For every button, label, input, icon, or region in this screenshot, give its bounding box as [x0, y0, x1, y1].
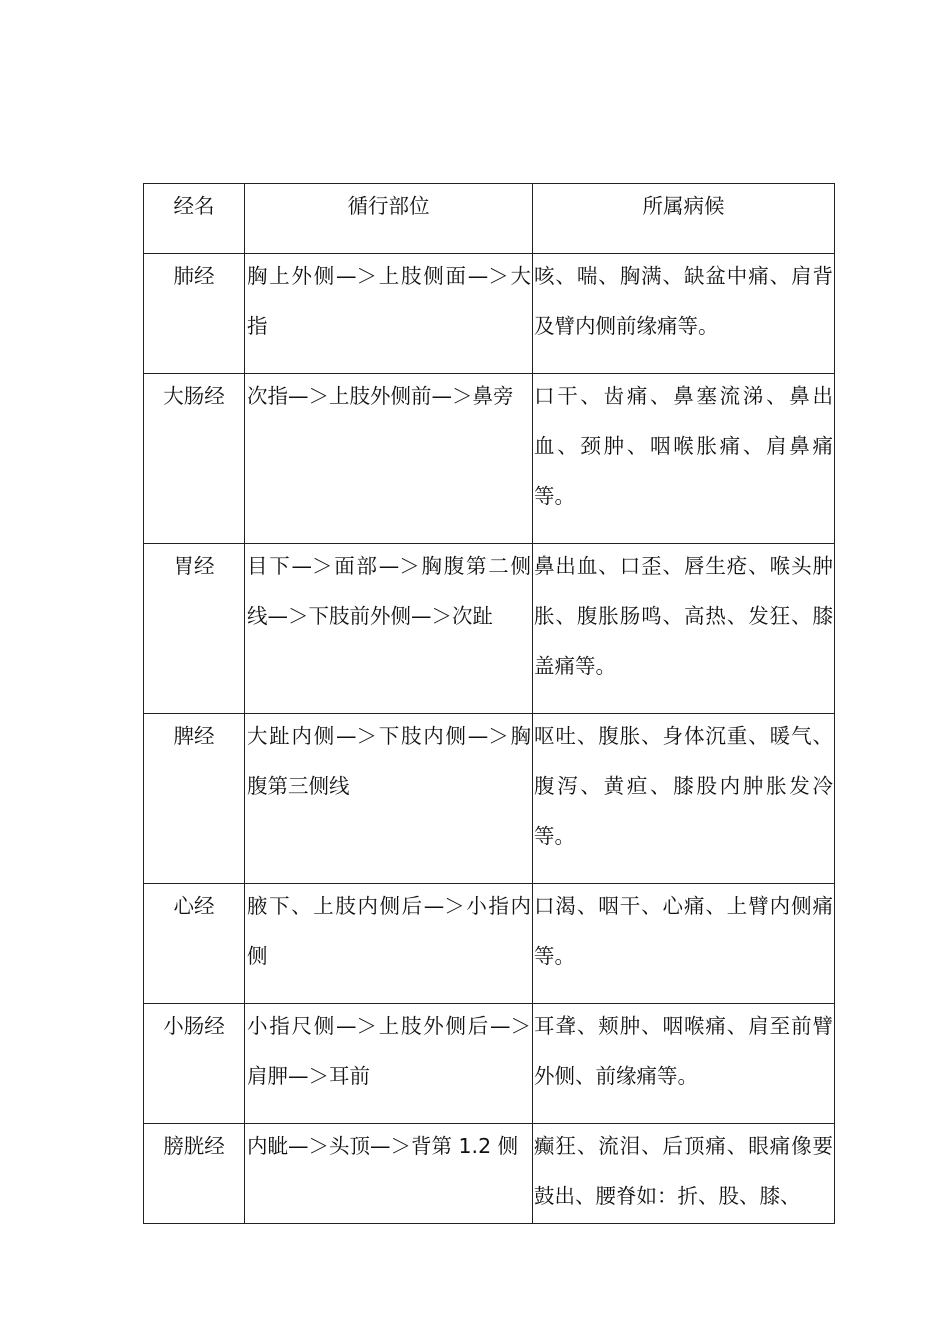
table-row [144, 714, 835, 884]
pathway-cell [245, 374, 533, 544]
meridian-name-cell [144, 714, 245, 884]
meridian-name-cell [144, 884, 245, 1004]
table-row [144, 884, 835, 1004]
header-label: 所属病候 [642, 194, 725, 218]
pathway-cell [245, 884, 533, 1004]
meridian-name: 脾经 [173, 724, 215, 748]
meridian-pathway: 大趾内侧—＞下肢内侧—＞胸腹第三侧线 [247, 724, 531, 798]
table-row [144, 374, 835, 544]
table-header-row [144, 184, 835, 254]
meridian-name-cell [144, 544, 245, 714]
table-row [144, 1124, 835, 1224]
meridian-name: 心经 [173, 894, 215, 918]
pathway-cell [245, 1124, 533, 1224]
header-label: 循行部位 [347, 194, 430, 218]
meridian-name-cell [144, 1004, 245, 1124]
meridian-name: 胃经 [173, 554, 215, 578]
header-label: 经名 [173, 194, 215, 218]
meridian-symptoms: 口渴、咽干、心痛、上臂内侧痛等。 [534, 894, 833, 968]
meridian-name: 肺经 [173, 264, 215, 288]
meridian-name: 小肠经 [163, 1014, 225, 1038]
symptoms-cell [533, 884, 835, 1004]
table-row [144, 544, 835, 714]
symptoms-cell [533, 1004, 835, 1124]
meridian-table [143, 183, 835, 1224]
meridian-pathway: 次指—＞上肢外侧前—＞鼻旁 [247, 384, 514, 408]
meridian-pathway: 腋下、上肢内侧后—＞小指内侧 [247, 894, 531, 968]
symptoms-cell [533, 544, 835, 714]
pathway-cell [245, 714, 533, 884]
meridian-pathway: 目下—＞面部—＞胸腹第二侧线—＞下肢前外侧—＞次趾 [247, 554, 531, 628]
symptoms-cell [533, 254, 835, 374]
meridian-name: 膀胱经 [163, 1134, 225, 1158]
table-row [144, 254, 835, 374]
meridian-symptoms: 口干、齿痛、鼻塞流涕、鼻出血、颈肿、咽喉胀痛、肩鼻痛等。 [534, 384, 833, 508]
meridian-name-cell [144, 374, 245, 544]
meridian-symptoms: 耳聋、颊肿、咽喉痛、肩至前臂外侧、前缘痛等。 [534, 1014, 833, 1088]
meridian-symptoms: 癫狂、流泪、后顶痛、眼痛像要鼓出、腰脊如：折、股、膝、 [534, 1134, 833, 1208]
header-meridian-name [144, 184, 245, 254]
meridian-name-cell [144, 254, 245, 374]
symptoms-cell [533, 374, 835, 544]
meridian-pathway: 胸上外侧—＞上肢侧面—＞大指 [247, 264, 531, 338]
meridian-name: 大肠经 [163, 384, 225, 408]
pathway-cell [245, 1004, 533, 1124]
meridian-name-cell [144, 1124, 245, 1224]
meridian-symptoms: 呕吐、腹胀、身体沉重、暖气、腹泻、黄疸、膝股内肿胀发冷等。 [534, 724, 833, 848]
symptoms-cell [533, 714, 835, 884]
header-pathway [245, 184, 533, 254]
meridian-symptoms: 鼻出血、口歪、唇生疮、喉头肿胀、腹胀肠鸣、高热、发狂、膝盖痛等。 [534, 554, 833, 678]
meridian-pathway: 内眦—＞头顶—＞背第 1.2 侧 [247, 1134, 519, 1158]
pathway-cell [245, 254, 533, 374]
symptoms-cell [533, 1124, 835, 1224]
pathway-cell [245, 544, 533, 714]
meridian-symptoms: 咳、喘、胸满、缺盆中痛、肩背及臂内侧前缘痛等。 [534, 264, 833, 338]
header-symptoms [533, 184, 835, 254]
table-row [144, 1004, 835, 1124]
meridian-pathway: 小指尺侧—＞上肢外侧后—＞肩胛—＞耳前 [247, 1014, 531, 1088]
